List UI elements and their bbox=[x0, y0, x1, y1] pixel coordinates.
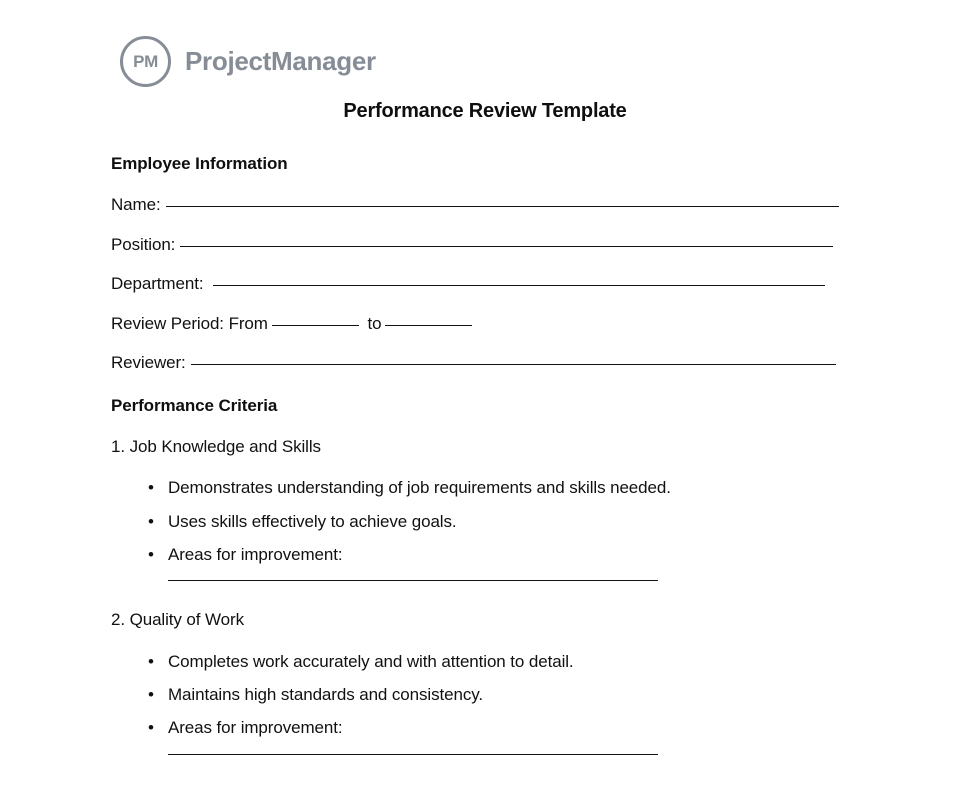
list-item-text: Demonstrates understanding of job requirements and skills needed. bbox=[168, 478, 671, 498]
performance-criteria-heading: Performance Criteria bbox=[111, 396, 278, 416]
page-title: Performance Review Template bbox=[343, 100, 627, 122]
reviewer-input-rule[interactable] bbox=[191, 364, 836, 365]
bullet-icon: • bbox=[148, 544, 154, 564]
criterion-2-title: 2. Quality of Work bbox=[111, 610, 244, 630]
list-item bbox=[111, 478, 859, 498]
criterion-block-2 bbox=[111, 610, 859, 755]
list-item bbox=[111, 545, 859, 565]
pm-monogram-text: PM bbox=[133, 52, 158, 71]
bullet-icon: • bbox=[148, 511, 154, 531]
criterion-2-answer-rule[interactable] bbox=[168, 754, 658, 755]
position-field-row bbox=[111, 235, 859, 255]
position-field-label: Position: bbox=[111, 234, 176, 254]
name-input-rule[interactable] bbox=[166, 206, 839, 207]
list-item bbox=[111, 652, 859, 672]
department-input-rule[interactable] bbox=[213, 285, 825, 286]
list-item bbox=[111, 512, 859, 532]
review-period-to-label: to bbox=[367, 313, 382, 333]
list-item-text: Completes work accurately and with attention to detail. bbox=[168, 651, 574, 671]
list-item-text: Areas for improvement: bbox=[168, 544, 343, 564]
list-item-text: Maintains high standards and consistency. bbox=[168, 685, 483, 705]
position-input-rule[interactable] bbox=[180, 246, 833, 247]
list-item bbox=[111, 685, 859, 705]
reviewer-field-row bbox=[111, 353, 859, 373]
criterion-2-answer-wrap bbox=[111, 754, 859, 755]
criterion-block-1 bbox=[111, 437, 859, 582]
pm-circle-icon bbox=[120, 36, 171, 87]
review-period-from-label: From bbox=[228, 313, 268, 333]
criterion-1-answer-wrap bbox=[111, 580, 859, 581]
list-item bbox=[111, 718, 859, 738]
bullet-icon: • bbox=[148, 651, 154, 671]
department-field-row bbox=[111, 274, 859, 294]
list-item-text: Areas for improvement: bbox=[168, 718, 343, 738]
list-item-text: Uses skills effectively to achieve goals. bbox=[168, 511, 457, 531]
document-body bbox=[111, 100, 859, 755]
review-period-to-rule[interactable] bbox=[385, 325, 472, 326]
criterion-1-answer-rule[interactable] bbox=[168, 580, 658, 581]
bullet-icon: • bbox=[148, 685, 154, 705]
department-field-label: Department: bbox=[111, 274, 204, 294]
criterion-2-bullet-list bbox=[111, 652, 859, 739]
review-period-from-rule[interactable] bbox=[272, 325, 359, 326]
projectmanager-wordmark: ProjectManager bbox=[185, 46, 376, 76]
name-field-label: Name: bbox=[111, 195, 161, 215]
name-field-row bbox=[111, 195, 859, 215]
employee-information-heading: Employee Information bbox=[111, 154, 288, 173]
projectmanager-logo bbox=[120, 36, 376, 87]
review-period-row bbox=[111, 314, 859, 334]
bullet-icon: • bbox=[148, 718, 154, 738]
review-period-label: Review Period: bbox=[111, 313, 224, 333]
bullet-icon: • bbox=[148, 478, 154, 498]
reviewer-field-label: Reviewer: bbox=[111, 352, 186, 372]
criterion-1-bullet-list bbox=[111, 478, 859, 565]
criterion-1-title: 1. Job Knowledge and Skills bbox=[111, 436, 321, 456]
